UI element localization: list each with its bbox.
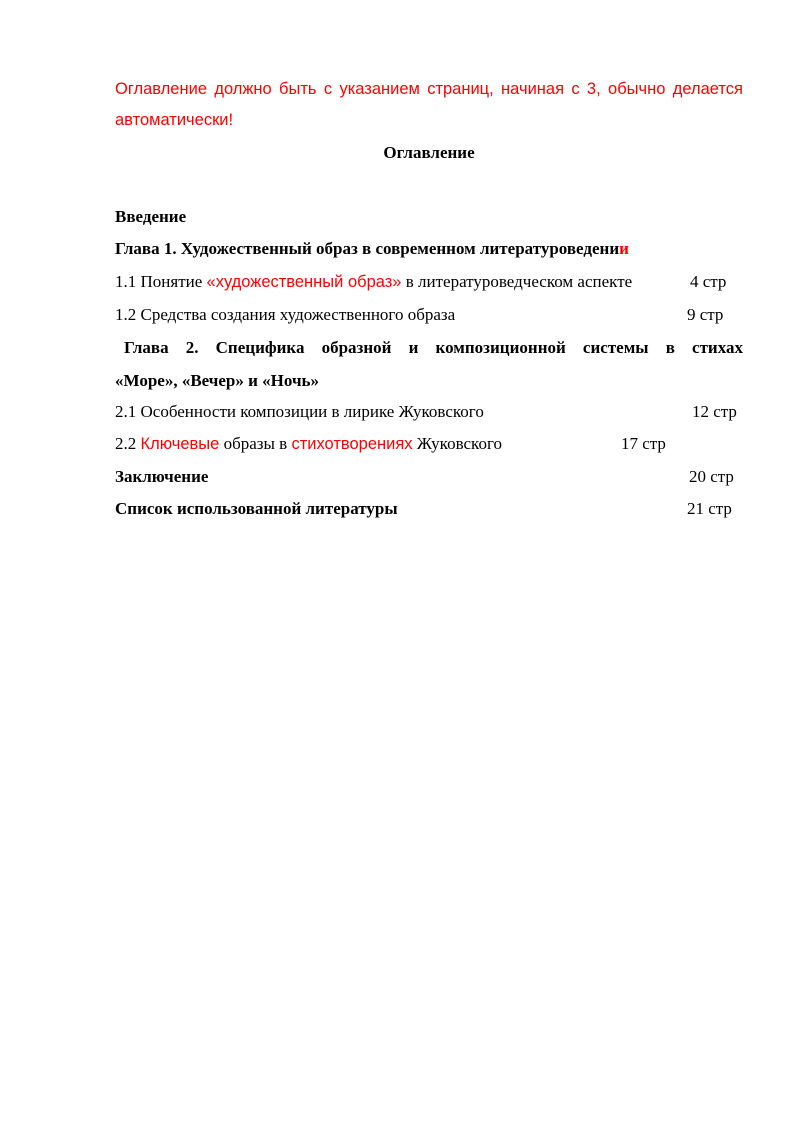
toc-entry-intro: [115, 206, 743, 228]
toc-entry-intro-label: Введение: [115, 207, 187, 226]
s2-2-prefix: 2.2: [115, 434, 141, 453]
s1-2-page: 9 стр: [687, 305, 724, 324]
chapter1-label: Глава 1. Художественный образ в современном литературоведени: [115, 239, 620, 258]
toc-entry-conclusion: [115, 466, 743, 488]
conclusion-label: Заключение: [115, 467, 209, 486]
s2-2-middle: образы в: [219, 434, 292, 453]
s1-1-page: 4 стр: [690, 272, 727, 291]
toc-entry-chapter2-line1: Глава 2. Специфика образной и композиционной системы в стихах: [124, 338, 743, 357]
references-page: 21 стр: [687, 499, 732, 518]
toc-entry-chapter2-line2: «Море», «Вечер» и «Ночь»: [115, 371, 320, 390]
s2-2-highlight1: Ключевые: [140, 435, 220, 453]
toc-entry-1-2: [115, 304, 743, 326]
s1-2-label: 1.2 Средства создания художественного образа: [115, 305, 456, 324]
toc-entry-1-1: [115, 271, 743, 293]
instruction-note: [115, 74, 743, 136]
chapter1-label-red-letter: и: [619, 239, 629, 258]
s2-2-page: 17 стр: [621, 434, 666, 453]
s2-2-suffix: Жуковского: [412, 434, 502, 453]
references-label: Список использованной литературы: [115, 499, 398, 518]
toc-title: Оглавление: [383, 143, 475, 162]
toc-entry-chapter1: [115, 238, 743, 260]
toc-entry-references: [115, 498, 743, 520]
toc-entry-2-2: [115, 433, 743, 455]
toc-entry-2-1: [115, 401, 743, 423]
s2-1-label: 2.1 Особенности композиции в лирике Жуковского: [115, 402, 484, 421]
s2-1-page: 12 стр: [692, 402, 737, 421]
instruction-note-text: Оглавление должно быть с указанием страниц, начиная с 3, обычно делается автоматически!: [115, 80, 743, 129]
s1-1-highlight: «художественный образ»: [206, 273, 402, 291]
conclusion-page: 20 стр: [689, 467, 734, 486]
s2-2-highlight2: стихотворениях: [291, 435, 413, 453]
s1-1-suffix: в литературоведческом аспекте: [401, 272, 633, 291]
s1-1-prefix: 1.1 Понятие: [115, 272, 207, 291]
